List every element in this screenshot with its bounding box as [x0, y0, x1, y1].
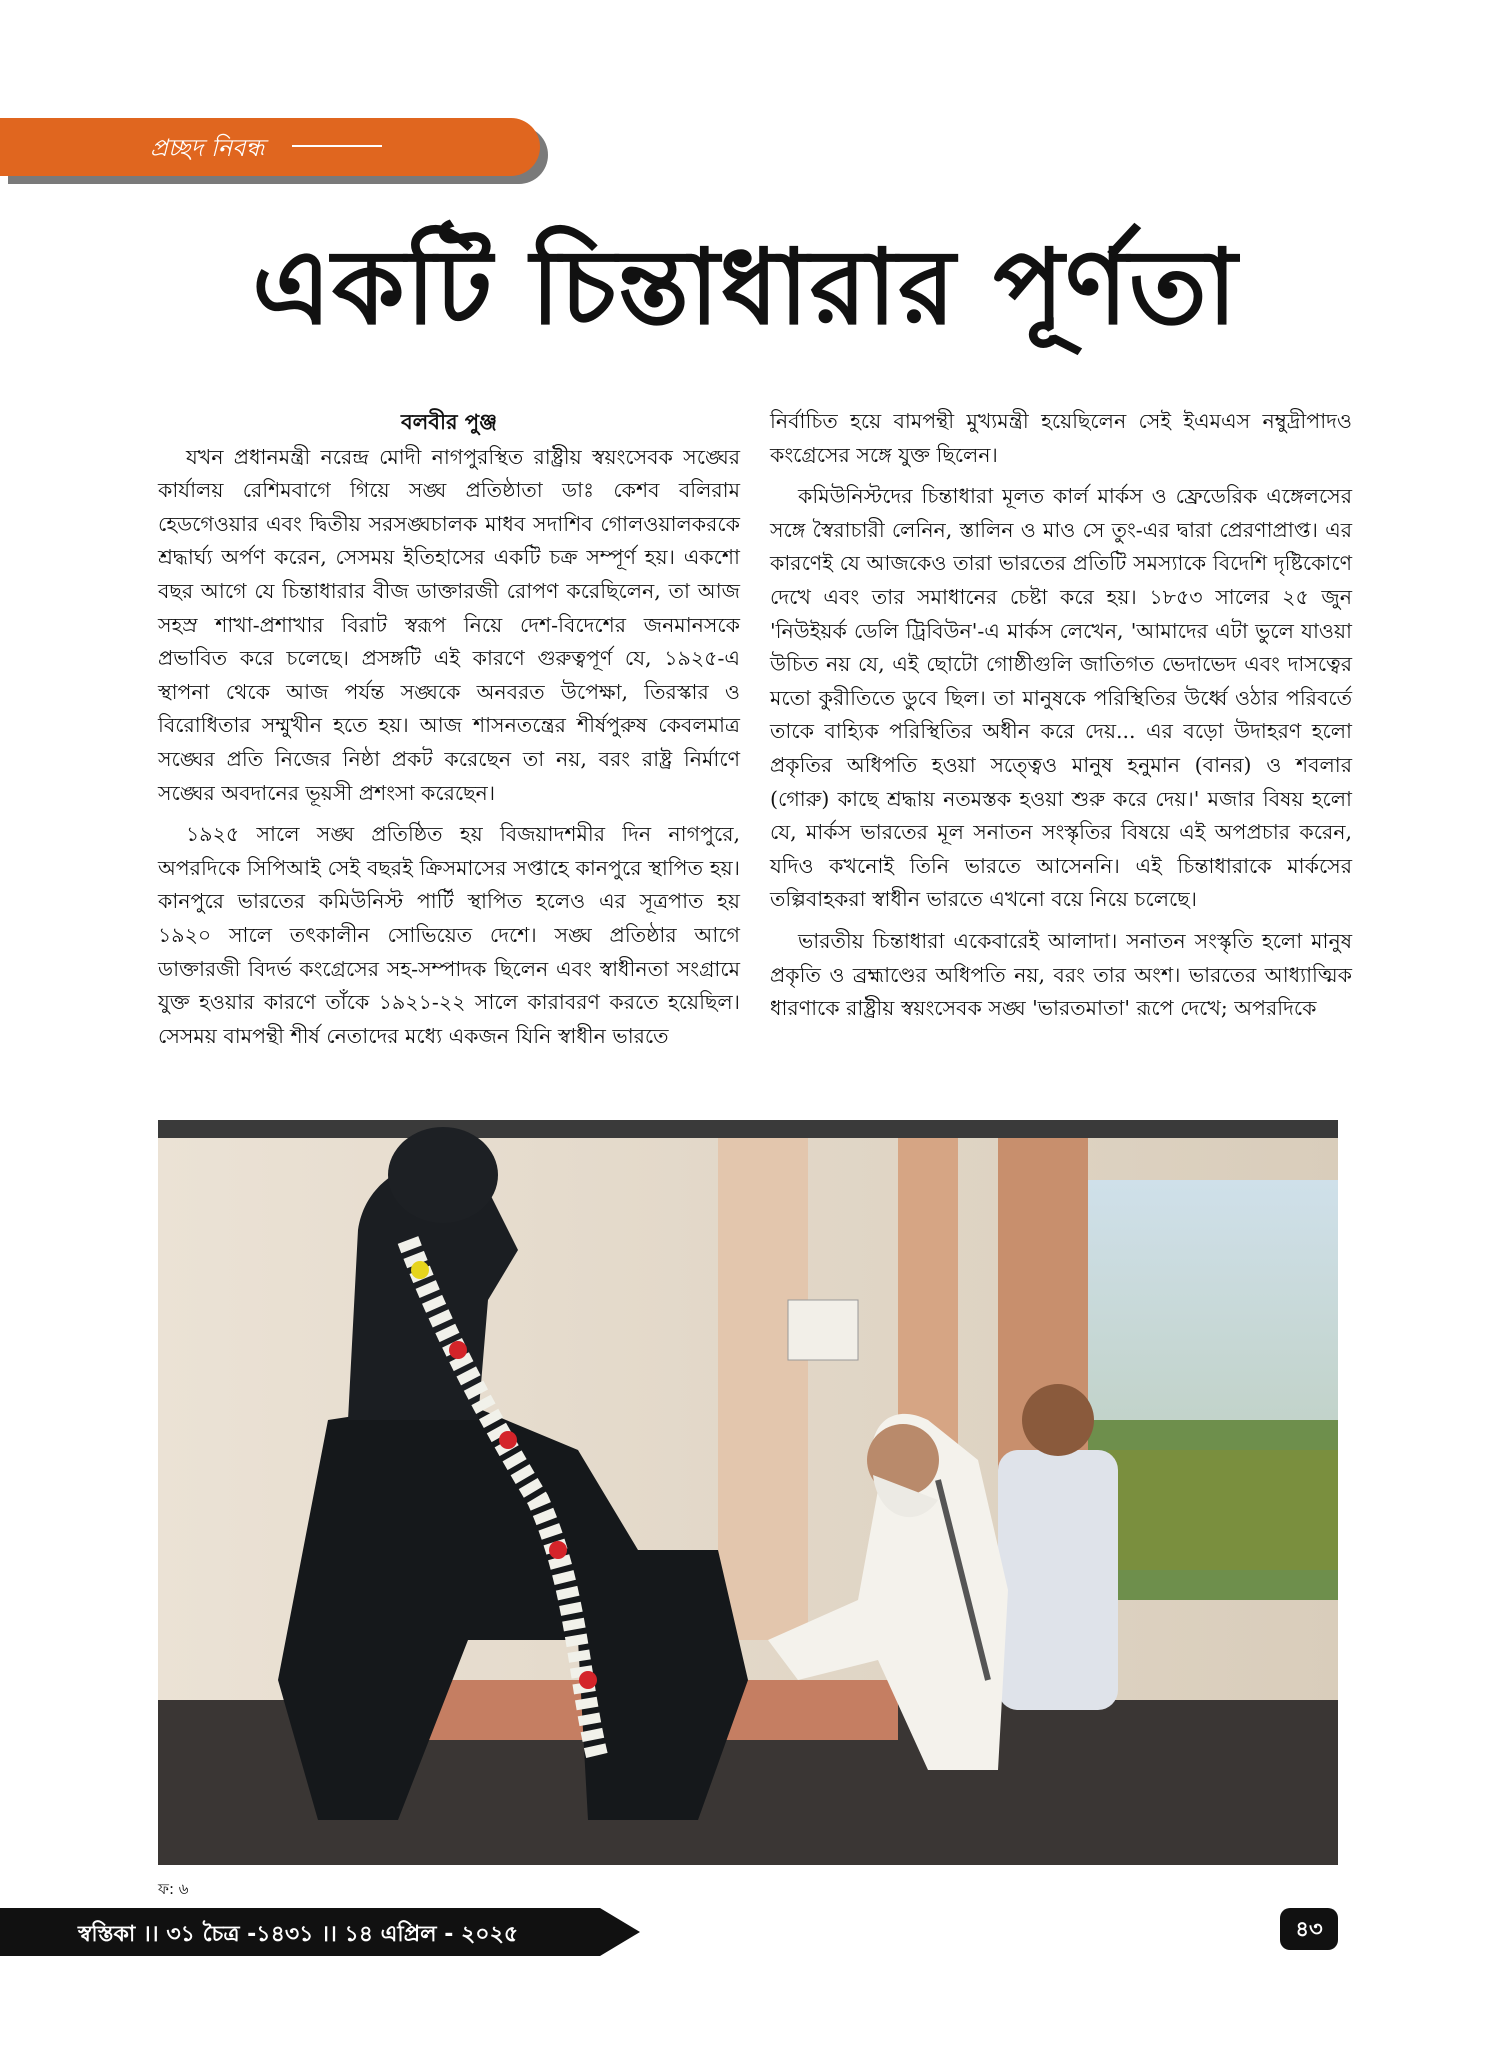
paragraph: কমিউনিস্টদের চিন্তাধারা মূলত কার্ল মার্কস ও ফ্রেডেরিক এঙ্গেলসের সঙ্গে স্বৈরাচারী লেনিন, স্তালিন ও মাও সে তুং-এর দ্বারা প্রেরণাপ্রাপ্ত। এর কারণেই যে আজকেও তারা ভারতের প্রতিটি সমস্যাকে বিদেশি দৃষ্টিকোণে দেখে এবং তার সমাধানের চেষ্টা করে হয়। ১৮৫৩ সালের ২৫ জুন 'নিউইয়র্ক ডেলি ট্রিবিউন'-এ মার্কস লেখেন, 'আমাদের এটা ভুলে যাওয়া উচিত নয় যে, এই ছোটো গোষ্ঠীগুলি জাতিগত ভেদাভেদ এবং দাসত্বের মতো কুরীতিতে ডুবে ছিল। তা মানুষকে পরিস্থিতির উর্ধ্বে ওঠার পরিবর্তে তাকে বাহ্যিক পরিস্থিতির অধীন করে দেয়... এর বড়ো উদাহরণ হলো প্রকৃতির অধিপতি হওয়া সত্ত্বেও মানুষ হনুমান (বানর) ও শবলার (গোরু) কাছে শ্রদ্ধায় নতমস্তক হওয়া শুরু করে দেয়।' মজার বিষয় হলো যে, মার্কস ভারতের মূল সনাতন সংস্কৃতির বিষয়ে এই অপপ্রচার করেন, যদিও কখনোই তিনি ভারতে আসেননি। এই চিন্তাধারাকে মার্কসের তল্পিবাহকরা স্বাধীন ভারতে এখনো বয়ে নিয়ে চলেছে। — [770, 484, 1352, 912]
author-byline: বলবীর পুঞ্জ — [400, 409, 498, 434]
page-number: ৪৩ — [1280, 1908, 1338, 1950]
section-divider — [292, 145, 382, 147]
article-column-left — [158, 405, 740, 1053]
publication-info: স্বস্তিকা ।। ৩১ চৈত্র -১৪৩১ ।। ১৪ এপ্রিল - ২০২৫ — [78, 1922, 519, 1947]
section-banner — [0, 118, 540, 176]
section-label: প্রচ্ছদ নিবন্ধ — [150, 134, 265, 162]
paragraph: ভারতীয় চিন্তাধারা একেবারেই আলাদা। সনাতন সংস্কৃতি হলো মানুষ প্রকৃতি ও ব্রহ্মাণ্ডের অধিপতি নয়, বরং তার অংশ। ভারতের আধ্যাত্মিক ধারণাকে রাষ্ট্রীয় স্বয়ংসেবক সঙ্ঘ 'ভারতমাতা' রূপে দেখে; অপরদিকে — [770, 928, 1352, 1021]
article-column-right — [770, 405, 1352, 1026]
paragraph: নির্বাচিত হয়ে বামপন্থী মুখ্যমন্ত্রী হয়েছিলেন সেই ইএমএস নম্বুদ্রীপাদও কংগ্রেসের সঙ্গে যুক্ত ছিলেন। — [770, 409, 1352, 467]
article-title: একটি চিন্তাধারার পূর্ণতা — [251, 226, 1239, 348]
paragraph: যখন প্রধানমন্ত্রী নরেন্দ্র মোদী নাগপুরস্থিত রাষ্ট্রীয় স্বয়ংসেবক সঙ্ঘের কার্যালয় রেশিমবাগে গিয়ে সঙ্ঘ প্রতিষ্ঠাতা ডাঃ কেশব বলিরাম হেডগেওয়ার এবং দ্বিতীয় সরসঙ্ঘচালক মাধব সদাশিব গোলওয়ালকরকে শ্রদ্ধার্ঘ্য অর্পণ করেন, সেসময় ইতিহাসের একটি চক্র সম্পূর্ণ হয়। একশো বছর আগে যে চিন্তাধারার বীজ ডাক্তারজী রোপণ করেছিলেন, তা আজ সহস্র শাখা-প্রশাখার বিরাট স্বরূপ নিয়ে দেশ-বিদেশের জনমানসকে প্রভাবিত করে চলেছে। প্রসঙ্গটি এই কারণে গুরুত্বপূর্ণ যে, ১৯২৫-এ স্থাপনা থেকে আজ পর্যন্ত সঙ্ঘকে অনবরত উপেক্ষা, তিরস্কার ও বিরোধিতার সম্মুখীন হতে হয়। আজ শাসনতন্ত্রের শীর্ষপুরুষ কেবলমাত্র সঙ্ঘের প্রতি নিজের নিষ্ঠা প্রকট করেছেন তা নয়, বরং রাষ্ট্র নির্মাণে সঙ্ঘের অবদানের ভূয়সী প্রশংসা করেছেন। — [158, 444, 740, 805]
photo-credit: ফ: ৬ — [158, 1880, 189, 1898]
photo-illustration — [158, 1120, 1338, 1865]
article-photo — [158, 1120, 1338, 1865]
paragraph: ১৯২৫ সালে সঙ্ঘ প্রতিষ্ঠিত হয় বিজয়াদশমীর দিন নাগপুরে, অপরদিকে সিপিআই সেই বছরই ক্রিসমাসের সপ্তাহে কানপুরে স্থাপিত হয়। কানপুরে ভারতের কমিউনিস্ট পার্টি স্থাপিত হলেও এর সূত্রপাত হয় ১৯২০ সালে তৎকালীন সোভিয়েত দেশে। সঙ্ঘ প্রতিষ্ঠার আগে ডাক্তারজী বিদর্ভ কংগ্রেসের সহ-সম্পাদক ছিলেন এবং স্বাধীনতা সংগ্রামে যুক্ত হওয়ার কারণে তাঁকে ১৯২১-২২ সালে কারাবরণ করতে হয়েছিল। সেসময় বামপন্থী শীর্ষ নেতাদের মধ্যে একজন যিনি স্বাধীন ভারতে — [158, 822, 740, 1048]
